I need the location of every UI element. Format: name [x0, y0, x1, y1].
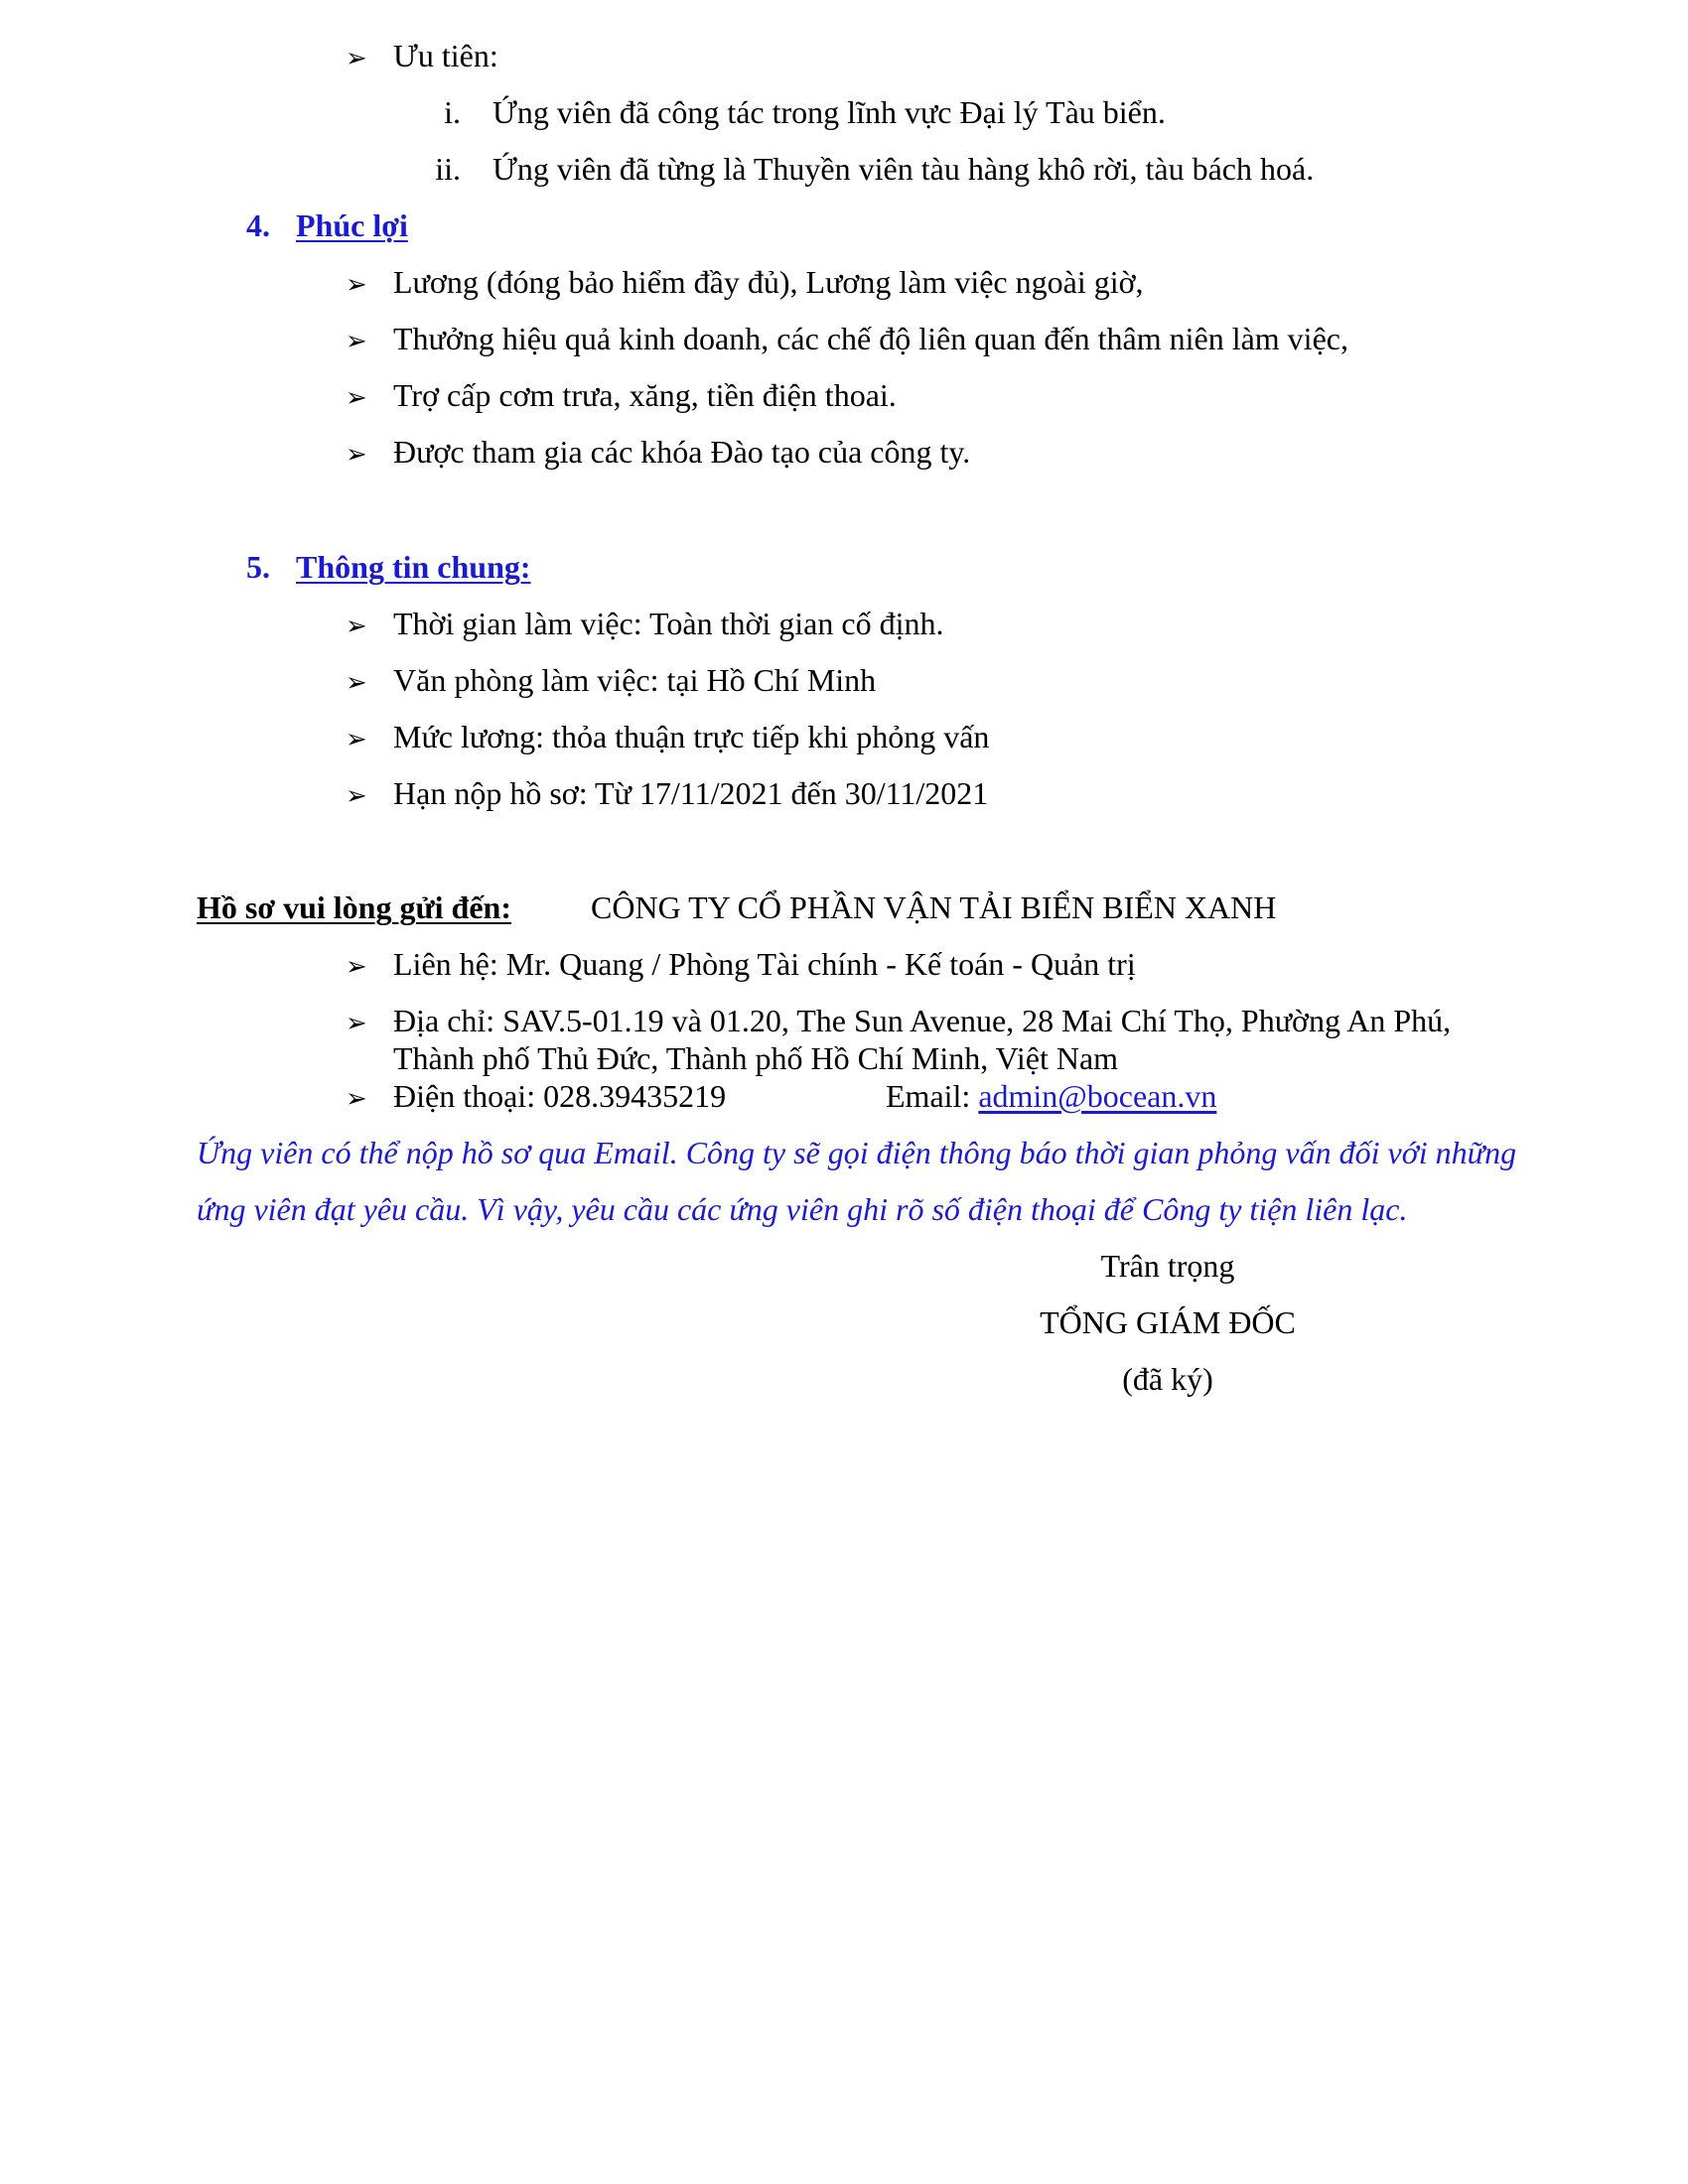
list-item: Lương (đóng bảo hiểm đầy đủ), Lương làm việc ngoài giờ, [393, 264, 1144, 300]
signer-title: TỔNG GIÁM ĐỐC [1040, 1304, 1296, 1340]
arrowhead-bullet-icon: ➢ [346, 952, 367, 982]
email-row [886, 1078, 1216, 1115]
list-item-number: ii. [435, 151, 461, 187]
arrowhead-bullet-icon: ➢ [346, 781, 367, 811]
list-item: Trợ cấp cơm trưa, xăng, tiền điện thoai. [393, 377, 897, 413]
list-item: Thưởng hiệu quả kinh doanh, các chế độ liên quan đến thâm niên làm việc, [393, 321, 1348, 356]
arrowhead-bullet-icon: ➢ [346, 1009, 367, 1038]
send-to-label: Hồ sơ vui lòng gửi đến: [197, 889, 511, 925]
list-item: Được tham gia các khóa Đào tạo của công ty. [393, 434, 971, 470]
arrowhead-bullet-icon: ➢ [346, 44, 367, 73]
section-number: 5. [246, 549, 270, 585]
arrowhead-bullet-icon: ➢ [346, 270, 367, 300]
arrowhead-bullet-icon: ➢ [346, 668, 367, 698]
address-line-2: Thành phố Thủ Đức, Thành phố Hồ Chí Minh, Việt Nam [393, 1040, 1119, 1076]
email-link[interactable]: admin@bocean.vn [978, 1078, 1217, 1114]
contact-person: Liên hệ: Mr. Quang / Phòng Tài chính - Kế toán - Quản trị [393, 946, 1136, 982]
section-number: 4. [246, 207, 270, 243]
section-title-benefits: Phúc lợi [296, 207, 408, 243]
section-title-general-info: Thông tin chung: [296, 549, 531, 585]
email-label: Email: [886, 1078, 971, 1114]
arrowhead-bullet-icon: ➢ [346, 383, 367, 413]
list-item: Thời gian làm việc: Toàn thời gian cố định. [393, 606, 944, 641]
note-line-1: Ứng viên có thể nộp hồ sơ qua Email. Công ty sẽ gọi điện thông báo thời gian phỏng vấn đối với những [197, 1135, 1517, 1170]
list-item: Mức lương: thỏa thuận trực tiếp khi phỏng vấn [393, 719, 990, 754]
arrowhead-bullet-icon: ➢ [346, 440, 367, 470]
arrowhead-bullet-icon: ➢ [346, 725, 367, 754]
company-name: CÔNG TY CỔ PHẦN VẬN TẢI BIỂN BIỂN XANH [591, 889, 1277, 925]
closing-text: Trân trọng [1100, 1248, 1235, 1284]
priority-label: Ưu tiên: [393, 38, 498, 73]
arrowhead-bullet-icon: ➢ [346, 1084, 367, 1114]
list-item: Ứng viên đã công tác trong lĩnh vực Đại lý Tàu biển. [492, 94, 1166, 130]
arrowhead-bullet-icon: ➢ [346, 327, 367, 356]
signed-note: (đã ký) [1122, 1361, 1213, 1397]
address-line-1: Địa chỉ: SAV.5-01.19 và 01.20, The Sun Avenue, 28 Mai Chí Thọ, Phường An Phú, [393, 1003, 1452, 1038]
list-item: Văn phòng làm việc: tại Hồ Chí Minh [393, 662, 877, 698]
list-item-number: i. [444, 94, 461, 130]
list-item: Ứng viên đã từng là Thuyền viên tàu hàng khô rời, tàu bách hoá. [492, 151, 1315, 187]
list-item: Hạn nộp hồ sơ: Từ 17/11/2021 đến 30/11/2021 [393, 775, 989, 811]
note-line-2: ứng viên đạt yêu cầu. Vì vậy, yêu cầu các ứng viên ghi rõ số điện thoại để Công ty tiện liên lạc. [197, 1191, 1408, 1227]
phone: Điện thoại: 028.39435219 [393, 1078, 727, 1114]
arrowhead-bullet-icon: ➢ [346, 612, 367, 641]
